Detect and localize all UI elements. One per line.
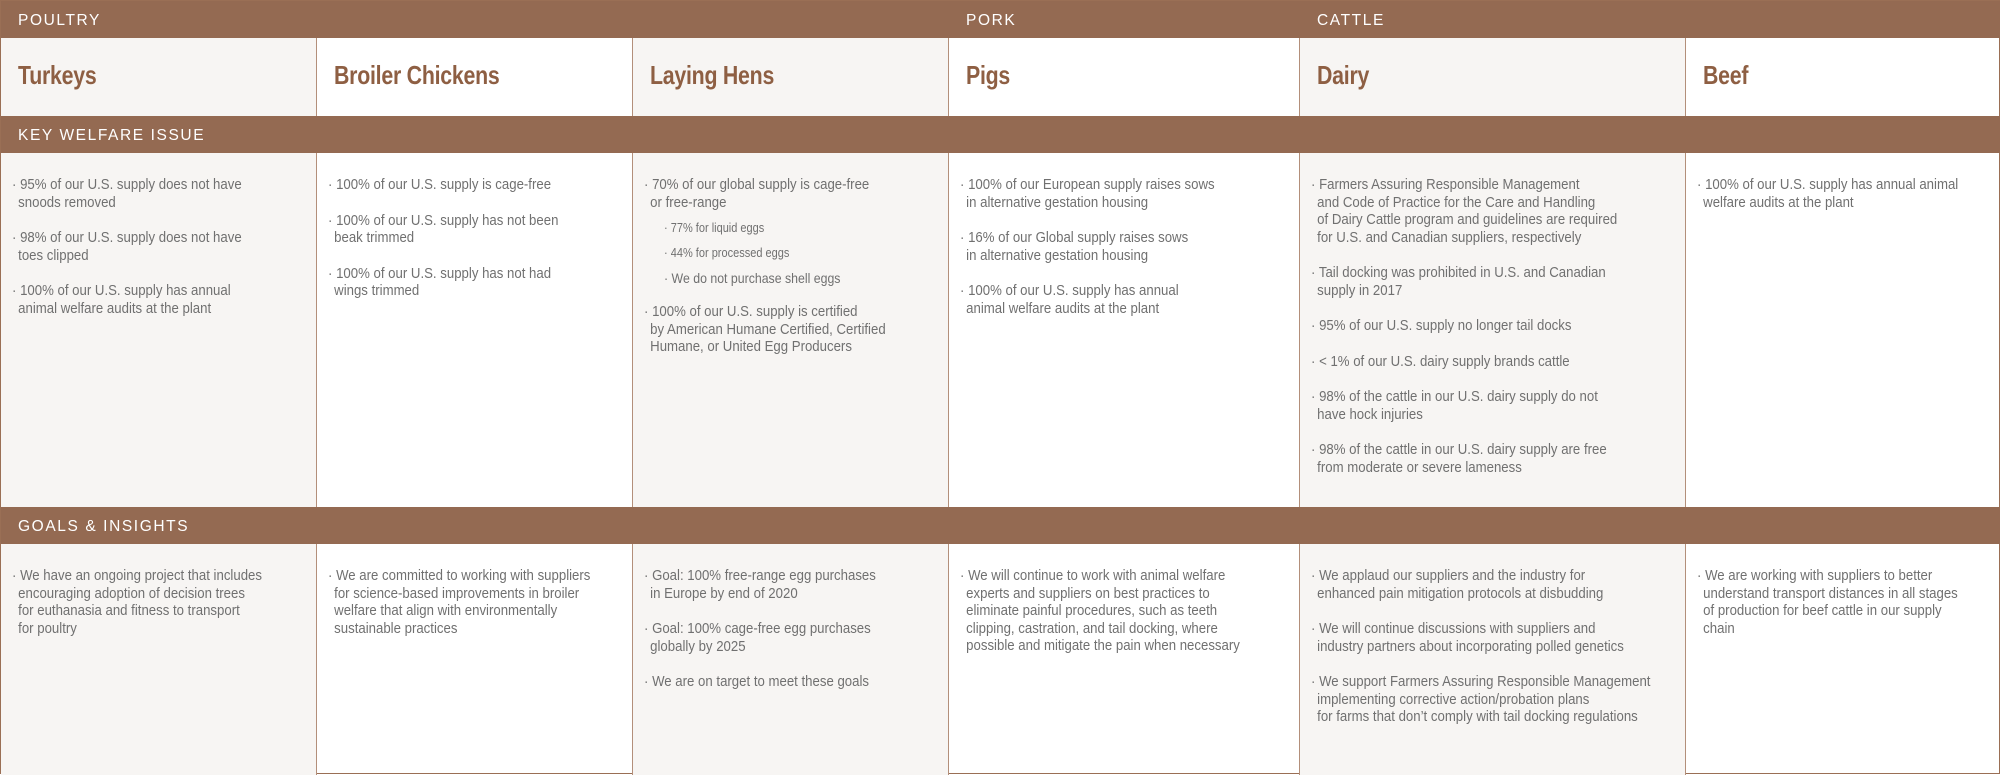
list-item: · 98% of our U.S. supply does not have toes clipped: [12, 229, 307, 264]
list-item: · Farmers Assuring Responsible Management and Code of Practice for the Care and Handling of Dairy Cattle program and guidelines are required for U.S. and Canadian suppliers, respectively: [1311, 176, 1675, 246]
column-title-dairy: Dairy: [1317, 60, 1370, 90]
category-pork: PORK: [966, 12, 1017, 29]
column-title-beef: Beef: [1703, 60, 1749, 90]
list-subitem: · 77% for liquid eggs: [664, 221, 959, 235]
list-item: · 100% of our U.S. supply is certified by American Humane Certified, Certified Humane, or United Egg Producers: [644, 303, 939, 356]
goals-cell-hens: [633, 544, 949, 775]
title-cell-dairy: [1300, 38, 1686, 116]
list-item: · We will continue discussions with suppliers and industry partners about incorporating polled genetics: [1311, 620, 1675, 655]
list-item: · We will continue to work with animal welfare experts and suppliers on best practices to eliminate painful procedures, such as teeth clipping, castration, and tail docking, where possible and mitigate the pain when necessary: [960, 567, 1289, 655]
list-item: · 100% of our U.S. supply has annual animal welfare audits at the plant: [960, 282, 1289, 317]
category-band: [1, 1, 2000, 38]
category-cattle: CATTLE: [1317, 12, 1385, 29]
list-item: · 100% of our U.S. supply is cage-free: [328, 176, 623, 194]
welfare-cell-dairy: [1300, 153, 1686, 507]
list-item: · We applaud our suppliers and the industry for enhanced pain mitigation protocols at disbudding: [1311, 567, 1675, 602]
list-item: · Goal: 100% cage-free egg purchases globally by 2025: [644, 620, 939, 655]
title-row: [1, 38, 2000, 116]
title-cell-beef: [1686, 38, 2000, 116]
title-cell-hens: [633, 38, 949, 116]
section-title-goals: GOALS & INSIGHTS: [18, 518, 190, 535]
list-subitem: · 44% for processed eggs: [664, 246, 959, 260]
welfare-row: [1, 153, 2000, 507]
welfare-cell-pigs: [949, 153, 1300, 507]
goals-cell-broilers: [317, 544, 633, 775]
list-item: · Goal: 100% free-range egg purchases in Europe by end of 2020: [644, 567, 939, 602]
welfare-cell-beef: [1686, 153, 2000, 507]
list-item: · We are working with suppliers to better understand transport distances in all stages of production for beef cattle in our supply chain: [1697, 567, 1992, 637]
list-item: · 100% of our U.S. supply has not been beak trimmed: [328, 212, 623, 247]
list-item: · 100% of our U.S. supply has annual animal welfare audits at the plant: [1697, 176, 1992, 211]
title-cell-pigs: [949, 38, 1300, 116]
section-title-welfare: KEY WELFARE ISSUE: [18, 127, 206, 144]
welfare-cell-turkeys: [1, 153, 317, 507]
list-item: · < 1% of our U.S. dairy supply brands cattle: [1311, 353, 1675, 371]
list-item: · 100% of our U.S. supply has annual animal welfare audits at the plant: [12, 282, 307, 317]
list-item: · We are committed to working with suppliers for science-based improvements in broiler welfare that align with environmentally sustainable practices: [328, 567, 623, 637]
list-subitem: · We do not purchase shell eggs: [664, 271, 959, 285]
list-item: · We support Farmers Assuring Responsible Management implementing corrective action/probation plans for farms that don’t comply with tail docking regulations: [1311, 673, 1675, 726]
welfare-cell-hens: [633, 153, 949, 507]
section-band-goals: [1, 507, 2000, 544]
welfare-cell-broilers: [317, 153, 633, 507]
column-title-broiler-chickens: Broiler Chickens: [334, 60, 500, 90]
column-title-turkeys: Turkeys: [18, 60, 97, 90]
list-item: · 16% of our Global supply raises sows in alternative gestation housing: [960, 229, 1289, 264]
list-item: · 98% of the cattle in our U.S. dairy supply are free from moderate or severe lameness: [1311, 441, 1675, 476]
title-cell-broilers: [317, 38, 633, 116]
goals-cell-dairy: [1300, 544, 1686, 775]
list-item: · 95% of our U.S. supply does not have snoods removed: [12, 176, 307, 211]
goals-row: [1, 544, 2000, 775]
title-cell-turkeys: [1, 38, 317, 116]
section-band-welfare: [1, 116, 2000, 153]
list-item: · We have an ongoing project that includes encouraging adoption of decision trees for euthanasia and fitness to transport for poultry: [12, 567, 307, 637]
goals-cell-turkeys: [1, 544, 317, 775]
list-item: · 100% of our U.S. supply has not had wings trimmed: [328, 265, 623, 300]
column-title-laying-hens: Laying Hens: [650, 60, 775, 90]
list-item: · 100% of our European supply raises sows in alternative gestation housing: [960, 176, 1289, 211]
list-item: · 98% of the cattle in our U.S. dairy supply do not have hock injuries: [1311, 388, 1675, 423]
category-poultry: POULTRY: [18, 12, 101, 29]
column-title-pigs: Pigs: [966, 60, 1011, 90]
goals-cell-pigs: [949, 544, 1300, 775]
list-item: · 70% of our global supply is cage-free or free-range: [644, 176, 939, 211]
list-item: · Tail docking was prohibited in U.S. and Canadian supply in 2017: [1311, 264, 1675, 299]
list-item: · 95% of our U.S. supply no longer tail docks: [1311, 317, 1675, 335]
goals-cell-beef: [1686, 544, 2000, 775]
list-item: · We are on target to meet these goals: [644, 673, 939, 691]
